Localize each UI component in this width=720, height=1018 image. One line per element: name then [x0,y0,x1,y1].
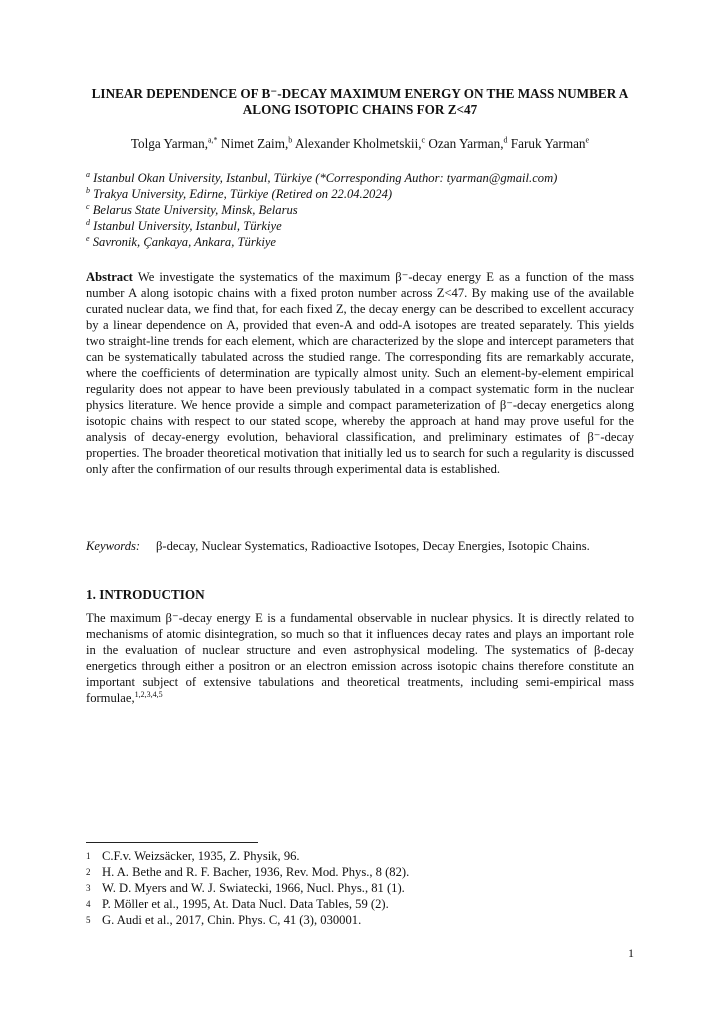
author: Tolga Yarman,$^{a,*}$ [130,135,218,151]
footnote-list [86,848,634,928]
affiliation: $^b$ Trakya University, Edirne, Türkiye (Retired on 22.04.2024) [86,185,393,201]
author: Nimet Zaim,$^b$ [220,135,293,151]
affiliation: $^d$ Istanbul University, Istanbul, Türkiye [86,217,282,233]
affiliation-list [86,170,646,250]
author: Faruk Yarman$^e$ [510,135,590,151]
footnote: 4 P. Möller et al., 1995, At. Data Nucl. Data Tables, 59 (2). [86,897,389,911]
page-number: 1 [628,946,634,960]
author: Ozan Yarman,$^d$ [428,135,508,151]
introduction-text [86,610,634,706]
footnote: 3 W. D. Myers and W. J. Swiatecki, 1966, Nucl. Phys., 81 (1). [86,881,405,895]
footnote-divider [86,842,258,843]
author: Alexander Kholmetskii,$^c$ [294,135,426,151]
footnote: 5 G. Audi et al., 2017, Chin. Phys. C, 41 (3), 030001. [86,913,362,927]
citation-marker: 1,2,3,4,5 [134,689,163,699]
paper-title: LINEAR DEPENDENCE OF Β⁻-DECAY MAXIMUM ENERGY ON THE MASS NUMBER A ALONG ISOTOPIC CHAINS FOR Z<47 [91,86,629,117]
section-heading: 1. INTRODUCTION [86,587,205,602]
abstract-label: Abstract [86,270,133,284]
abstract-text: We investigate the systematics of the maximum β⁻-decay energy E as a function of the mass number A along isotopic chains with a fixed proton number across Z<47. By making use of the available curated nuclear data, we find that, for each fixed Z, the decay energy can be described to excellent accuracy by a linear dependence on A, provided that even-A and odd-A isotopes are treated separately. This yields two straight-line trends for each element, which are characterized by the slope and intercept parameters that can be systematically tabulated across the studied range. The corresponding fits are remarkably accurate, where the coefficients of determination are typically almost unity. Such an element-by-element empirical regularity does not appear to have been previously tabulated in a compact systematic form in the nuclear physics literature. We hence provide a simple and compact parameterization of β⁻-decay energetics along isotopic chains with respect to our stated scope, whereby the approach at hand may prove useful for the analysis of decay-energy evolution, behavioral classification, and preliminary estimates of β⁻-decay properties. The broader theoretical motivation that initially led us to search for such a regularity is discussed only after the confirmation of our results through experimental data is established. [86,270,634,476]
abstract [86,269,634,477]
keywords [86,538,634,554]
affiliation: $^c$ Belarus State University, Minsk, Belarus [86,201,298,217]
author-list [86,136,634,152]
intro-body: The maximum β⁻-decay energy E is a fundamental observable in nuclear physics. It is directly related to mechanisms of atomic disintegration, so much so that it influences decay rates and plays an important role in the evaluation of nuclear structure and even astrophysical modeling. The systematics of β-decay energetics through either a positron or an electron emission across isotopic chains therefore constitute an important subject of extensive tabulations and theoretical treatments, including semi-empirical mass formulae, [86,611,634,705]
keywords-label: Keywords: [86,539,141,553]
affiliation: $^e$ Savronik, Çankaya, Ankara, Türkiye [86,233,276,249]
footnote: 1 C.F.v. Weizsäcker, 1935, Z. Physik, 96. [86,849,300,863]
footnote: 2 H. A. Bethe and R. F. Bacher, 1936, Rev. Mod. Phys., 8 (82). [86,865,410,879]
keywords-text: β-decay, Nuclear Systematics, Radioactive Isotopes, Decay Energies, Isotopic Chains. [156,539,590,553]
affiliation: $^a$ Istanbul Okan University, Istanbul, Türkiye (*Corresponding Author: tyarman@gmail.com) [86,169,558,185]
